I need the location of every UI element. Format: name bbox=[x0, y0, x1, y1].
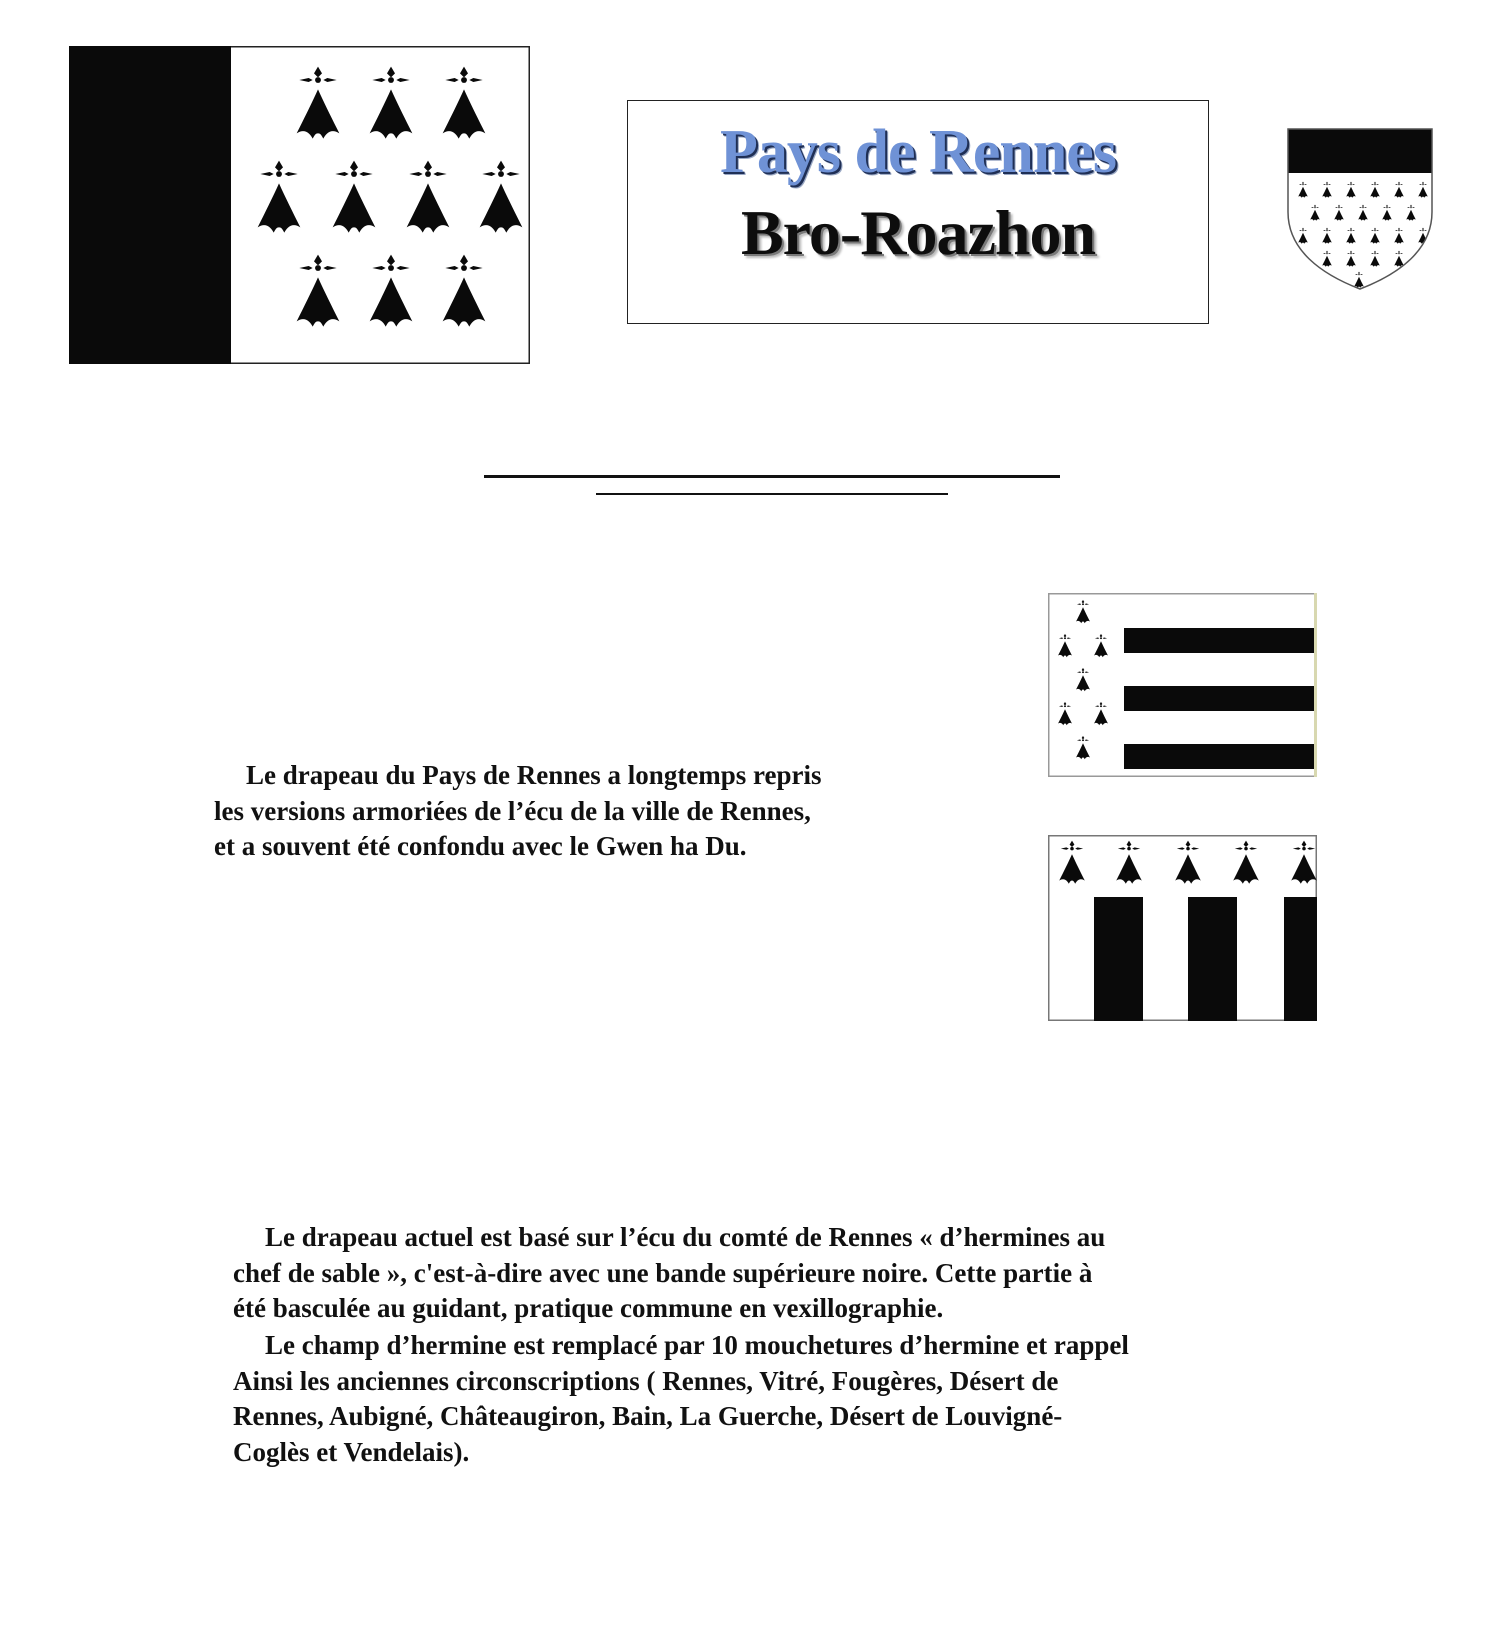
text-line: Ainsi les anciennes circonscriptions ( Rennes, Vitré, Fougères, Désert de bbox=[233, 1365, 1059, 1396]
flag-bands-icon bbox=[1048, 593, 1317, 777]
old-flag-vertical-pales bbox=[1048, 835, 1317, 1021]
text-line: les versions armoriées de l’écu de la ville de Rennes, bbox=[214, 795, 811, 826]
flag-ermine-icon bbox=[69, 46, 530, 364]
ermine-spots-paragraph bbox=[233, 1328, 1313, 1470]
text-line: et a souvent été confondu avec le Gwen ha Du. bbox=[214, 831, 747, 861]
text-line: Rennes, Aubigné, Châteaugiron, Bain, La Guerche, Désert de Louvigné- bbox=[233, 1401, 1063, 1431]
title-french: Pays de Rennes bbox=[720, 118, 1116, 186]
pays-de-rennes-flag bbox=[69, 46, 530, 364]
text-line: Le champ d’hermine est remplacé par 10 mouchetures d’hermine et rappel bbox=[265, 1330, 1129, 1360]
text-line: Le drapeau du Pays de Rennes a longtemps repris bbox=[246, 760, 822, 790]
text-line: Le drapeau actuel est basé sur l’écu du comté de Rennes « d’hermines au bbox=[265, 1222, 1106, 1252]
text-line: été basculée au guidant, pratique commune en vexillographie. bbox=[233, 1293, 944, 1323]
intro-paragraph bbox=[214, 758, 974, 865]
flag-pales-icon bbox=[1048, 835, 1317, 1021]
old-flag-horizontal-bands bbox=[1048, 593, 1317, 777]
divider-line bbox=[484, 475, 1060, 478]
divider-line bbox=[596, 493, 948, 495]
shield-icon bbox=[1287, 128, 1433, 290]
title-box bbox=[627, 100, 1209, 324]
text-line: chef de sable », c'est-à-dire avec une bande supérieure noire. Cette partie à bbox=[233, 1257, 1093, 1288]
text-line: Coglès et Vendelais). bbox=[233, 1436, 470, 1467]
current-flag-paragraph bbox=[233, 1220, 1313, 1327]
coat-of-arms bbox=[1287, 128, 1433, 290]
title-breton: Bro-Roazhon bbox=[740, 197, 1096, 268]
